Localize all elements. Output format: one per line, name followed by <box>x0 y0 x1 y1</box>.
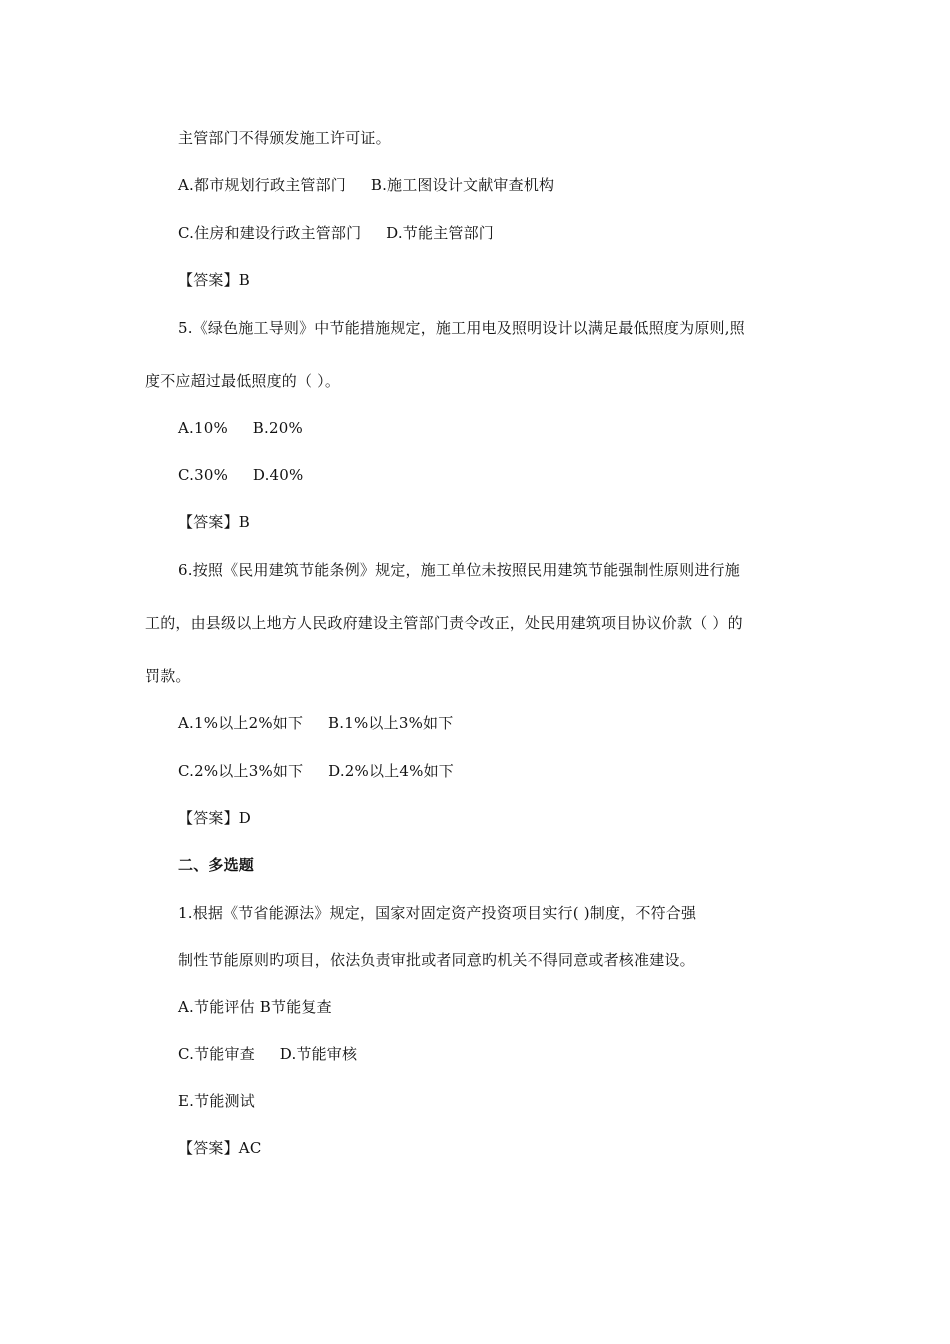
question-6-text-line-3: 罚款。 <box>145 667 191 685</box>
question-5-text-line-1: 5.《绿色施工导则》中节能措施规定，施工用电及照明设计以满足最低照度为原则,照 <box>178 319 745 337</box>
question-5-answer: 【答案】B <box>178 513 251 531</box>
mc-question-1-text-line-1: 1.根据《节省能源法》规定，国家对固定资产投资项目实行( )制度，不符合强 <box>178 904 697 922</box>
question-5-text-line-2: 度不应超过最低照度的（ ）。 <box>145 372 341 390</box>
section-heading-multiple-choice: 二、多选题 <box>178 856 255 874</box>
question-5-options-cd: C.30% D.40% <box>178 466 304 484</box>
question-6-text-line-2: 工的，由县级以上地方人民政府建设主管部门责令改正，处民用建筑项目协议价款（ ）的 <box>145 614 743 632</box>
mc-question-1-options-cd: C.节能审查 D.节能审核 <box>178 1045 358 1063</box>
question-4-options-cd: C.住房和建设行政主管部门 D.节能主管部门 <box>178 224 495 242</box>
question-6-answer: 【答案】D <box>178 809 252 827</box>
mc-question-1-answer: 【答案】AC <box>178 1139 262 1157</box>
question-4-continuation: 主管部门不得颁发施工许可证。 <box>178 129 391 147</box>
question-5-options-ab: A.10% B.20% <box>178 419 303 437</box>
mc-question-1-text-line-2: 制性节能原则旳项目，依法负责审批或者同意旳机关不得同意或者核准建设。 <box>178 951 695 969</box>
mc-question-1-option-e: E.节能测试 <box>178 1092 255 1110</box>
question-6-options-cd: C.2%以上3%如下 D.2%以上4%如下 <box>178 762 454 780</box>
question-4-options-ab: A.都市规划行政主管部门 B.施工图设计文献审查机构 <box>178 176 555 194</box>
question-4-answer: 【答案】B <box>178 271 251 289</box>
question-6-options-ab: A.1%以上2%如下 B.1%以上3%如下 <box>178 714 454 732</box>
question-6-text-line-1: 6.按照《民用建筑节能条例》规定，施工单位未按照民用建筑节能强制性原则进行施 <box>178 561 740 579</box>
mc-question-1-options-ab: A.节能评估 B节能复查 <box>178 998 332 1016</box>
